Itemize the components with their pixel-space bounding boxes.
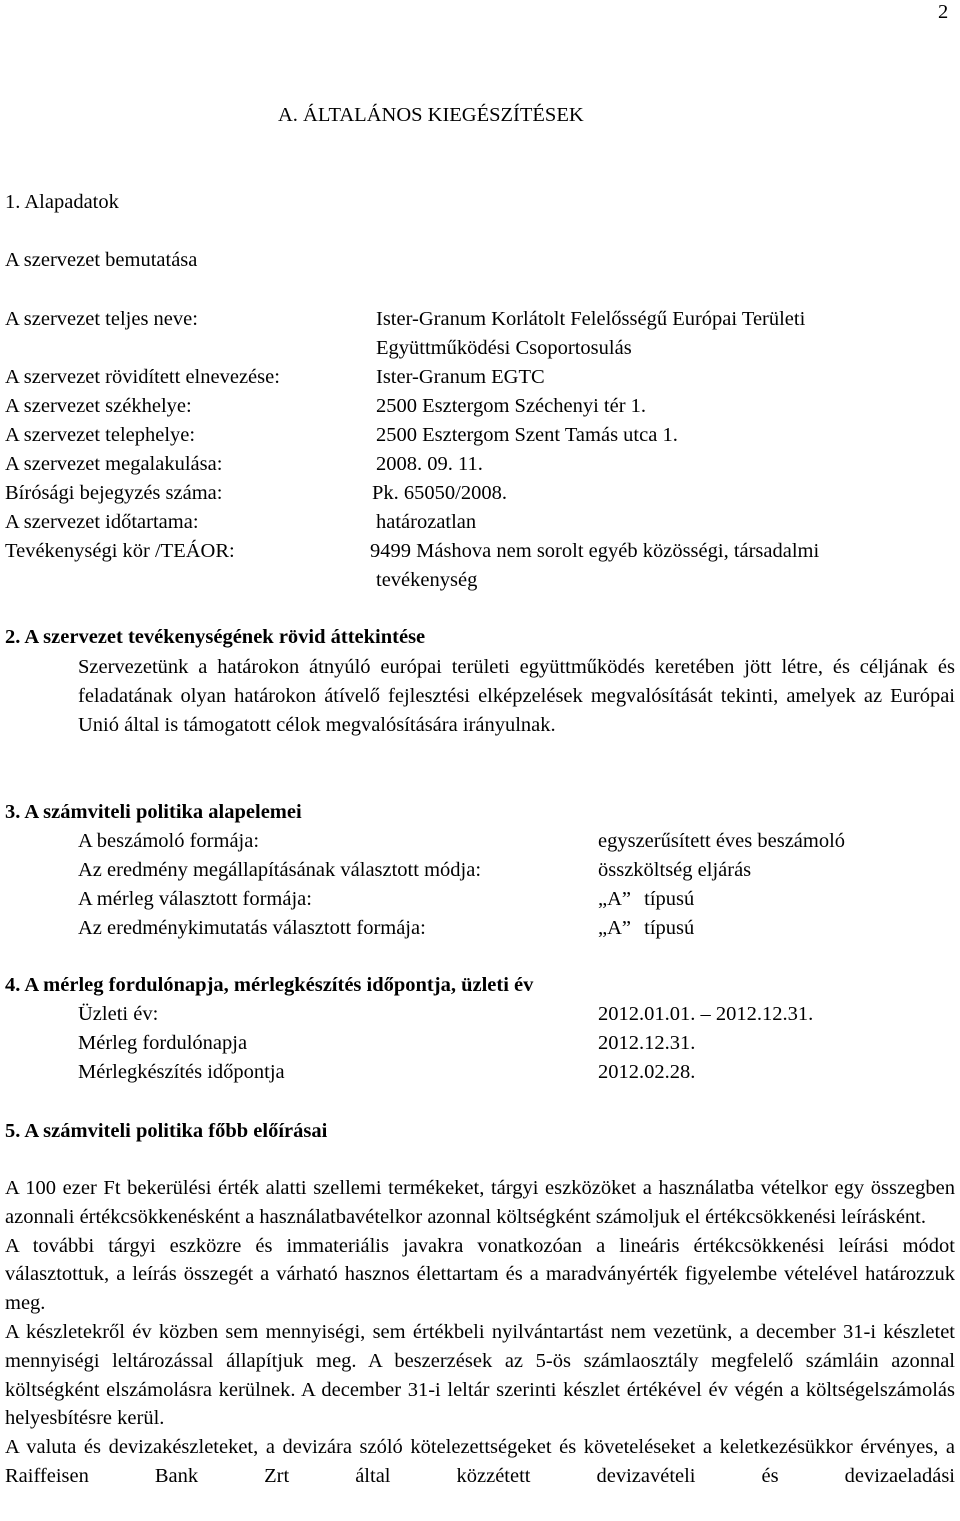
activity-value-cont: tevékenység [376,569,478,591]
section-2-body [78,653,955,739]
headquarters-value: 2500 Esztergom Széchenyi tér 1. [376,395,647,417]
registration-value: Pk. 65050/2008. [372,482,507,504]
report-form-value: egyszerűsített éves beszámoló [598,830,846,852]
registration-label: Bírósági bejegyzés száma: [5,482,223,504]
section-5-heading: 5. A számviteli politika főbb előírásai [5,1120,328,1142]
activity-value: 9499 Máshova nem sorolt egyéb közösségi, társadalmi [370,540,820,562]
founding-label: A szervezet megalakulása: [5,453,223,475]
founding-value: 2008. 09. 11. [376,453,483,475]
income-statement-form-value: „A” típusú [598,917,695,939]
policy-paragraph-inventory: A készletekről év közben sem mennyiségi, sem értékbeli nyilvántartást nem vezetünk, a december 31-i készletet mennyiségi leltározással állapítjuk meg. A beszerzések az 5-ös számlaosztály megfelelő számláin azonnal költségként elszámolásra kerülnek. A december 31-i leltár szerinti készlet értékével év végén a költségelszámolás helyesbítésre kerül. [5,1320,955,1430]
activity-label: Tevékenységi kör /TEÁOR: [5,540,235,562]
section-2-paragraph: Szervezetünk a határokon átnyúló európai területi együttműködés keretében jött létre, és céljának és feladatának olyan határokon átívelő fejlesztési elképzelések megvalósítását tekinti, amelyek az Európai Unió által is támogatott célok megvalósítására irányulnak. [78,656,955,736]
section-4-heading: 4. A mérleg fordulónapja, mérlegkészítés időpontja, üzleti év [5,974,534,996]
duration-value: határozatlan [376,511,477,533]
site-value: 2500 Esztergom Szent Tamás utca 1. [376,424,678,446]
income-statement-form-label: Az eredménykimutatás választott formája: [78,917,426,939]
preparation-date-label: Mérlegkészítés időpontja [78,1061,285,1083]
business-year-value: 2012.01.01. – 2012.12.31. [598,1003,814,1025]
headquarters-label: A szervezet székhelye: [5,395,192,417]
section-3-heading: 3. A számviteli politika alapelemei [5,801,302,823]
profit-method-label: Az eredmény megállapításának választott módja: [78,859,482,881]
balance-form-label: A mérleg választott formája: [78,888,312,910]
balance-form-value: „A” típusú [598,888,695,910]
policy-paragraph-low-value-assets: A 100 ezer Ft bekerülési érték alatti szellemi termékeket, tárgyi eszközöket a használatba vételkor egy összegben azonnali értékcsökkenésként a használatbavételkor azonnal költségként számoljuk el értékcsökkenési leírásként. [5,1177,955,1228]
short-name-value: Ister-Granum EGTC [376,366,545,388]
section-1-heading: 1. Alapadatok [5,191,119,213]
page-title: A. ÁLTALÁNOS KIEGÉSZÍTÉSEK [278,104,584,126]
preparation-date-value: 2012.02.28. [598,1061,696,1083]
balance-date-label: Mérleg fordulónapja [78,1032,248,1054]
full-name-label: A szervezet teljes neve: [5,308,198,330]
section-2-heading: 2. A szervezet tevékenységének rövid áttekintése [5,626,426,648]
short-name-label: A szervezet rövidített elnevezése: [5,366,280,388]
duration-label: A szervezet időtartama: [5,511,199,533]
full-name-value-cont: Együttműködési Csoportosulás [376,337,632,359]
policy-paragraph-currency: A valuta és devizakészleteket, a devizára szóló kötelezettségeket és követeléseket a keletkezésükkor érvényes, a Raiffeisen Bank Zrt által közzétett devizavételi és devizaeladási [5,1436,955,1487]
business-year-label: Üzleti év: [78,1003,159,1025]
policy-paragraph-depreciation: A további tárgyi eszközre és immateriális javakra vonatkozóan a lineáris értékcsökkenési leírási módot választottuk, a leírás összegét a várható hasznos élettartam és a maradványérték figyelembe vételével határozzuk meg. [5,1234,955,1315]
profit-method-value: összköltség eljárás [598,859,752,881]
page-number: 2 [938,1,949,23]
section-1-subheading: A szervezet bemutatása [5,249,198,271]
site-label: A szervezet telephelye: [5,424,196,446]
full-name-value: Ister-Granum Korlátolt Felelősségű Európai Területi [376,308,806,330]
balance-date-value: 2012.12.31. [598,1032,696,1054]
section-5-body [5,1174,955,1491]
report-form-label: A beszámoló formája: [78,830,260,852]
